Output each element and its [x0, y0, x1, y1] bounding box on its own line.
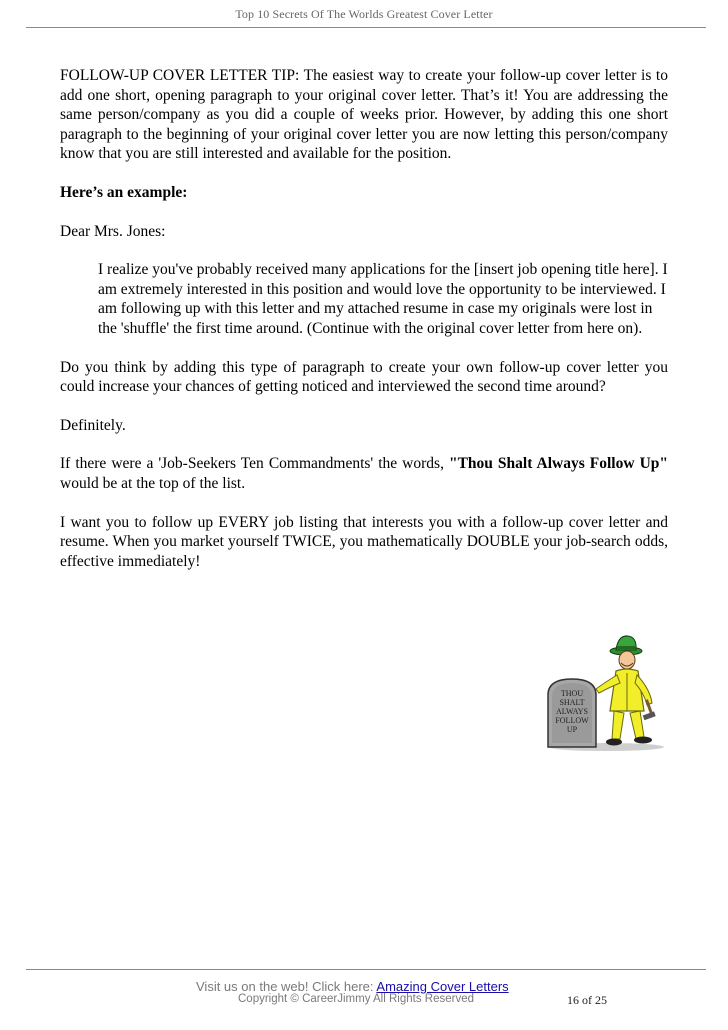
- example-heading: [60, 183, 668, 203]
- footer-visit-line: [196, 979, 509, 994]
- footer-visit-text: Visit us on the web! Click here:: [196, 979, 377, 994]
- commandments-before: If there were a 'Job-Seekers Ten Commandments' the words,: [60, 455, 449, 473]
- tombstone-line-1: THOU: [560, 689, 584, 698]
- answer-paragraph: Definitely.: [60, 416, 126, 434]
- page-content: [60, 66, 668, 571]
- example-quote: I realize you've probably received many applications for the [insert job opening title here]. I am extremely interested in this position and would love the opportunity to be interviewed. I am following up with this letter and my attached resume in case my originals were lost in the 'shuffle' the first time around. (Continue with the original cover letter from here on).: [98, 261, 668, 337]
- tombstone-line-2: SHALT: [559, 698, 585, 707]
- tip-paragraph: FOLLOW-UP COVER LETTER TIP: The easiest way to create your follow-up cover letter is to add one short, opening paragraph to your original cover letter. That’s it! You are addressing the same person/company as you did a couple of weeks prior. However, by adding this one short paragraph to the beginning of your original cover letter you are now letting this person/company know that you are still interested and available for the position.: [60, 67, 668, 163]
- commandments-bold: "Thou Shalt Always Follow Up": [448, 455, 668, 473]
- commandments-after: would be at the top of the list.: [60, 474, 246, 492]
- page-number: 16 of 25: [567, 993, 607, 1007]
- salutation: Dear Mrs. Jones:: [60, 222, 166, 240]
- tombstone-line-4: FOLLOW: [555, 716, 589, 725]
- amazing-cover-letters-link[interactable]: Amazing Cover Letters: [376, 979, 509, 994]
- page-header-title: Top 10 Secrets Of The Worlds Greatest Cover Letter: [235, 7, 493, 21]
- question-paragraph: Do you think by adding this type of paragraph to create your own follow-up cover letter you could increase your chances of getting noticed and interviewed the second time around?: [60, 358, 668, 396]
- footer-divider: [26, 969, 706, 970]
- man-with-tombstone-icon: [540, 633, 670, 753]
- tombstone-line-3: ALWAYS: [555, 707, 589, 716]
- closing-paragraph: I want you to follow up EVERY job listing that interests you with a follow-up cover letter and resume. When you market yourself TWICE, you mathematically DOUBLE your job-search odds, effective immediately!: [60, 513, 668, 570]
- footer-copyright: Copyright © CareerJimmy All Rights Reserved: [238, 993, 474, 1005]
- example-heading-text: Here’s an example:: [60, 183, 188, 201]
- header-divider: [26, 27, 706, 28]
- commandments-paragraph: [60, 454, 668, 493]
- tombstone-line-5: UP: [566, 725, 578, 734]
